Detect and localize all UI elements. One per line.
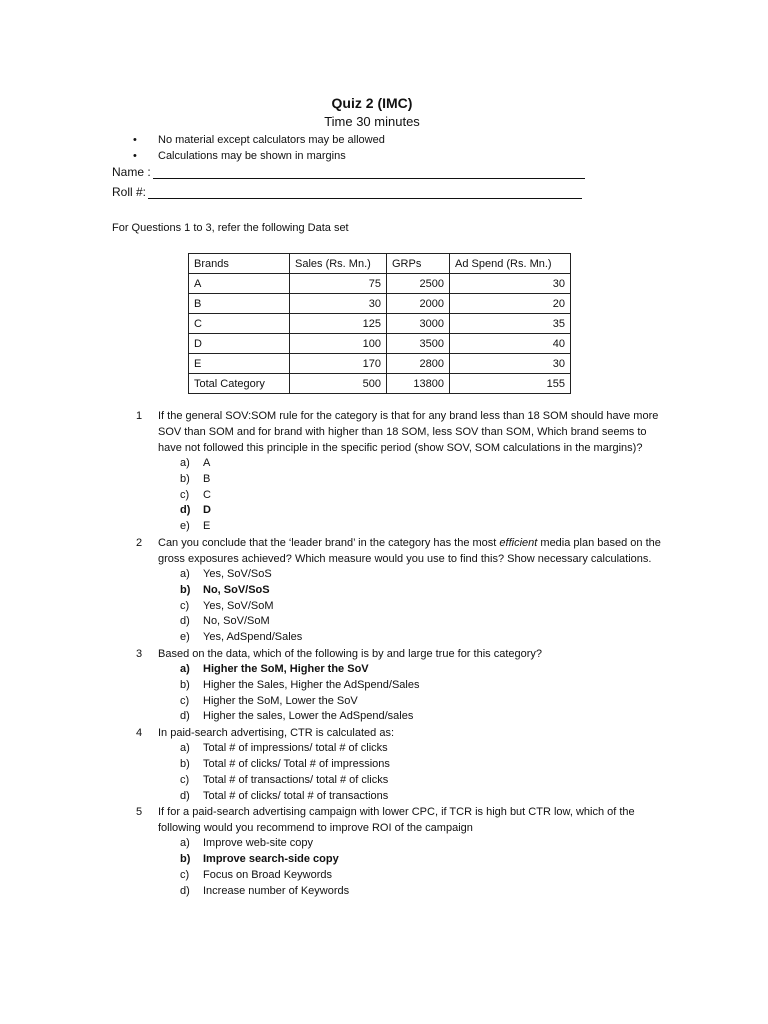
option[interactable]: d) Higher the sales, Lower the AdSpend/sales <box>180 710 414 723</box>
question-2 <box>112 535 672 646</box>
option[interactable]: e) Yes, AdSpend/Sales <box>180 631 303 644</box>
brand-data-table <box>188 253 571 394</box>
table-row <box>189 354 571 374</box>
option-list <box>158 741 672 804</box>
adspend-cell: 20 <box>450 294 571 314</box>
option[interactable]: c) Focus on Broad Keywords <box>180 868 333 881</box>
sales-cell: 125 <box>290 314 387 334</box>
grps-cell: 13800 <box>387 374 450 394</box>
question-number: 1 <box>136 410 143 422</box>
emphasis-text: efficient <box>499 536 538 549</box>
question-3 <box>112 646 672 725</box>
time-limit: Time 30 minutes <box>324 114 420 129</box>
option[interactable]: d) Increase number of Keywords <box>180 884 350 897</box>
question-text: If for a paid-search advertising campaign with lower CPC, if TCR is high but CTR low, which of the following would you recommend to improve ROI of the campaign <box>158 806 635 835</box>
question-text: Based on the data, which of the following is by and large true for this category? <box>158 647 543 660</box>
question-number: 2 <box>136 536 143 549</box>
column-header: Brands <box>189 254 290 274</box>
instruction-item: • No material except calculators may be allowed <box>133 132 385 148</box>
grps-cell: 3000 <box>387 314 450 334</box>
adspend-cell: 30 <box>450 274 571 294</box>
option-selected[interactable]: b) Improve search-side copy <box>180 853 339 866</box>
adspend-cell: 35 <box>450 314 571 334</box>
question-number: 4 <box>136 727 143 740</box>
option-selected[interactable]: b) No, SoV/SoS <box>180 583 270 596</box>
brand-cell: Total Category <box>189 374 290 394</box>
option[interactable]: d) Total # of clicks/ total # of transactions <box>180 789 389 802</box>
roll-field[interactable] <box>112 185 582 199</box>
option-list <box>158 836 672 899</box>
brand-cell: E <box>189 354 290 374</box>
option[interactable]: a) Improve web-site copy <box>180 837 314 850</box>
data-set-intro: For Questions 1 to 3, refer the following Data set <box>112 222 349 234</box>
option[interactable]: b) Total # of clicks/ Total # of impressions <box>180 757 390 770</box>
option[interactable]: a) Total # of impressions/ total # of clicks <box>180 742 388 755</box>
question-5 <box>112 804 672 899</box>
table-row <box>189 294 571 314</box>
option-selected[interactable]: d) D <box>180 504 211 517</box>
grps-cell: 2500 <box>387 274 450 294</box>
grps-cell: 2000 <box>387 294 450 314</box>
sales-cell: 75 <box>290 274 387 294</box>
brand-cell: C <box>189 314 290 334</box>
option[interactable]: a) A <box>180 457 211 469</box>
name-label: Name : <box>112 165 151 179</box>
question-text: Can you conclude that the ‘leader brand’ in the category has the most efficient media plan based on the gross exposures achieved? Which measure would you use to find this? Show necessary calculations. <box>158 536 661 565</box>
column-header: Sales (Rs. Mn.) <box>290 254 387 274</box>
name-field[interactable] <box>112 165 585 179</box>
question-text: If the general SOV:SOM rule for the category is that for any brand less than 18 SOM should have more SOV than SOM and for brand with higher than 18 SOM, less SOV than SOM, Which brand seems to have not followed this principle in the specific period (show SOV, SOM calculations in the margins)? <box>158 410 659 454</box>
option[interactable]: d) No, SoV/SoM <box>180 615 270 628</box>
table-row <box>189 274 571 294</box>
question-list <box>112 408 672 900</box>
table-row <box>189 314 571 334</box>
option[interactable]: c) Yes, SoV/SoM <box>180 599 274 612</box>
question-number: 3 <box>136 647 143 660</box>
option[interactable]: e) E <box>180 520 211 533</box>
sales-cell: 170 <box>290 354 387 374</box>
option-list <box>158 456 672 535</box>
question-number: 5 <box>136 806 143 819</box>
roll-line[interactable] <box>148 186 582 199</box>
option[interactable]: a) Yes, SoV/SoS <box>180 567 272 580</box>
option[interactable]: c) Total # of transactions/ total # of clicks <box>180 773 389 786</box>
adspend-cell: 30 <box>450 354 571 374</box>
table-total-row <box>189 374 571 394</box>
name-line[interactable] <box>153 166 585 179</box>
adspend-cell: 40 <box>450 334 571 354</box>
question-1 <box>112 408 672 535</box>
instruction-item: • Calculations may be shown in margins <box>133 148 385 164</box>
option[interactable]: b) B <box>180 472 211 485</box>
brand-cell: B <box>189 294 290 314</box>
option-list <box>158 567 672 646</box>
option[interactable]: b) Higher the Sales, Higher the AdSpend/Sales <box>180 678 420 691</box>
sales-cell: 500 <box>290 374 387 394</box>
grps-cell: 3500 <box>387 334 450 354</box>
roll-label: Roll #: <box>112 185 147 199</box>
table-row <box>189 334 571 354</box>
column-header: GRPs <box>387 254 450 274</box>
adspend-cell: 155 <box>450 374 571 394</box>
instructions-list <box>133 132 385 164</box>
option-selected[interactable]: a) Higher the SoM, Higher the SoV <box>180 662 369 675</box>
brand-cell: D <box>189 334 290 354</box>
table-header-row <box>189 254 571 274</box>
column-header: Ad Spend (Rs. Mn.) <box>450 254 571 274</box>
option-list <box>158 662 672 725</box>
option[interactable]: c) C <box>180 488 211 501</box>
question-text: In paid-search advertising, CTR is calculated as: <box>158 727 394 740</box>
option[interactable]: c) Higher the SoM, Lower the SoV <box>180 694 358 707</box>
brand-cell: A <box>189 274 290 294</box>
sales-cell: 100 <box>290 334 387 354</box>
page-title: Quiz 2 (IMC) <box>331 95 413 111</box>
grps-cell: 2800 <box>387 354 450 374</box>
sales-cell: 30 <box>290 294 387 314</box>
question-4 <box>112 725 672 804</box>
